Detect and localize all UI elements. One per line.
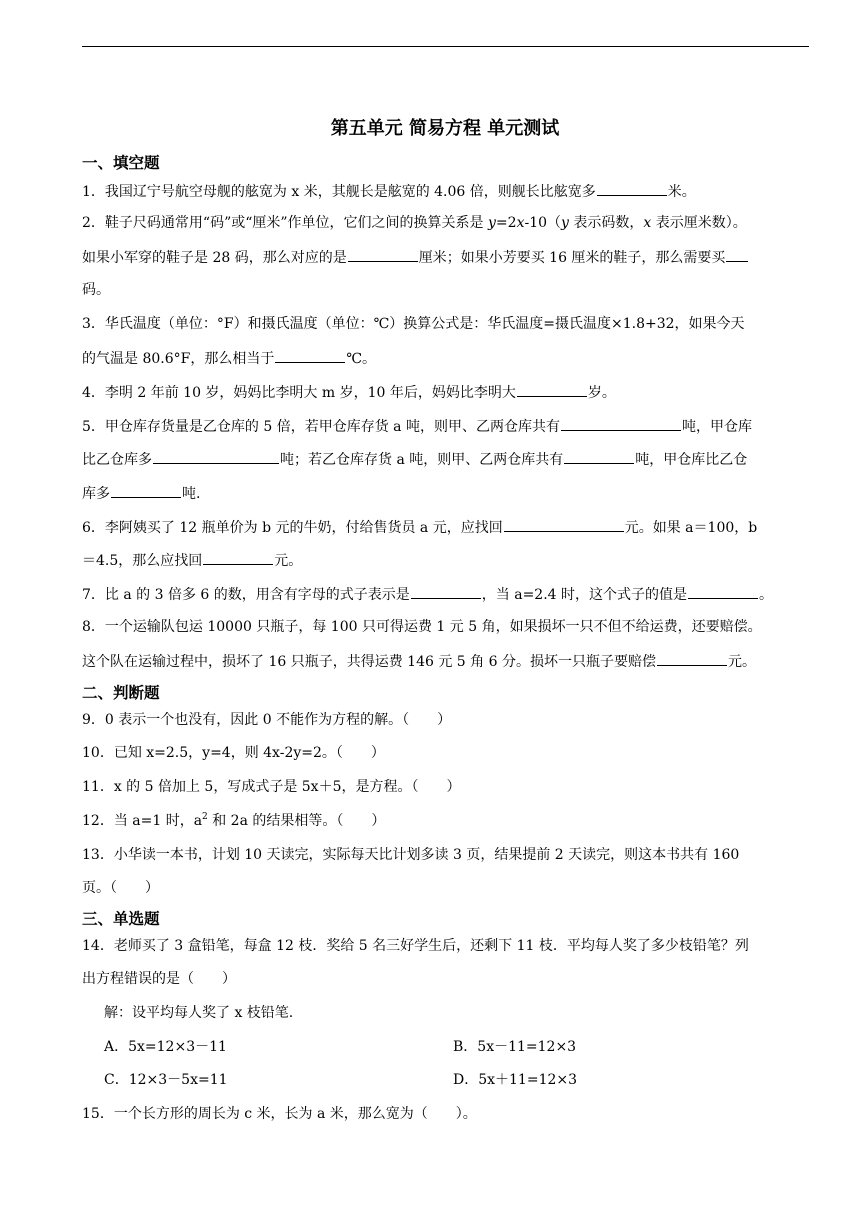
question-9: 9．0 表示一个也没有，因此 0 不能作为方程的解。（ ） xyxy=(82,712,452,728)
option-b[interactable]: B．5x－11=12×3 xyxy=(453,1039,577,1055)
question-1: 1．我国辽宁号航空母舰的舷宽为 x 米，其舰长是舷宽的 4.06 倍，则舰长比舷宽多 米。 xyxy=(82,180,822,202)
option-d[interactable]: D．5x＋11=12×3 xyxy=(453,1072,578,1088)
answer-blank[interactable] xyxy=(688,583,758,599)
question-6-line-2: ＝4.5，那么应找回 元。 xyxy=(82,549,822,571)
question-2-line-2: 如果小军穿的鞋子是 28 码，那么对应的是 厘米；如果小芳要买 16 厘米的鞋子，那么需要买 xyxy=(82,246,822,268)
question-5-line-1: 5．甲仓库存货量是乙仓库的 5 倍，若甲仓库存货 a 吨，则甲、乙两仓库共有 吨，甲仓库 xyxy=(82,415,822,437)
answer-blank[interactable] xyxy=(504,516,624,532)
question-15: 15．一个长方形的周长为 c 米，长为 a 米，那么宽为（ ）。 xyxy=(82,1106,477,1122)
answer-blank[interactable] xyxy=(517,381,587,397)
question-8-line-2: 这个队在运输过程中，损坏了 16 只瓶子，共得运费 146 元 5 角 6 分。损坏一只瓶子要赔偿 元。 xyxy=(82,650,822,672)
question-3-line-1: 3．华氏温度（单位：°F）和摄氏温度（单位：℃）换算公式是：华氏温度=摄氏温度×1.8+32，如果今天 xyxy=(82,316,745,332)
option-c[interactable]: C．12×3－5x=11 xyxy=(104,1072,228,1088)
answer-blank[interactable] xyxy=(597,180,667,196)
question-7: 7．比 a 的 3 倍多 6 的数，用含有字母的式子表示是 ，当 a=2.4 时，这个式子的值是 。 xyxy=(82,583,822,605)
answer-blank[interactable] xyxy=(348,246,418,262)
question-2-line-1: 2．鞋子尺码通常用“码”或“厘米”作单位，它们之间的换算关系是 y=2x-10（y 表示码数，x 表示厘米数）。 xyxy=(82,215,747,231)
page-title: 第五单元 简易方程 单元测试 xyxy=(330,118,560,139)
question-12: 12．当 a=1 时，$a^2$ 和 2a 的结果相等。（ ） xyxy=(82,812,386,829)
question-13-line-2: 页。（ ） xyxy=(82,880,159,896)
section-heading-single-choice: 三、单选题 xyxy=(82,910,160,928)
section-heading-fill-in: 一、填空题 xyxy=(82,154,160,172)
question-5-line-3: 库多 吨. xyxy=(82,482,822,504)
answer-blank[interactable] xyxy=(153,448,279,464)
answer-blank[interactable] xyxy=(657,650,727,666)
question-8-line-1: 8．一个运输队包运 10000 只瓶子，每 100 只可得运费 1 元 5 角，如果损坏一只不但不给运费，还要赔偿。 xyxy=(82,619,762,635)
answer-blank[interactable] xyxy=(111,482,181,498)
question-14-line-1: 14．老师买了 3 盒铅笔，每盒 12 枝．奖给 5 名三好学生后，还剩下 11 枝．平均每人奖了多少枝铅笔？列 xyxy=(82,938,749,954)
answer-blank[interactable] xyxy=(726,246,748,262)
section-heading-true-false: 二、判断题 xyxy=(82,684,160,702)
question-13-line-1: 13．小华读一本书，计划 10 天读完，实际每天比计划多读 3 页，结果提前 2 天读完，则这本书共有 160 xyxy=(82,847,740,863)
question-5-line-2: 比乙仓库多 吨；若乙仓库存货 a 吨，则甲、乙两仓库共有 吨，甲仓库比乙仓 xyxy=(82,448,822,470)
question-10: 10．已知 x=2.5，y=4，则 4x-2y=2。（ ） xyxy=(82,745,385,761)
answer-blank[interactable] xyxy=(275,347,345,363)
header-rule xyxy=(82,46,809,47)
answer-blank[interactable] xyxy=(203,549,273,565)
question-4: 4．李明 2 年前 10 岁，妈妈比李明大 m 岁，10 年后，妈妈比李明大 岁。 xyxy=(82,381,822,403)
question-14-hint: 解：设平均每人奖了 x 枝铅笔. xyxy=(104,1005,294,1021)
question-3-line-2: 的气温是 80.6°F，那么相当于 ℃。 xyxy=(82,347,822,369)
question-11: 11．x 的 5 倍加上 5，写成式子是 5x＋5，是方程。（ ） xyxy=(82,779,461,795)
question-2-line-3: 码。 xyxy=(82,282,110,298)
answer-blank[interactable] xyxy=(561,415,681,431)
answer-blank[interactable] xyxy=(411,583,481,599)
answer-blank[interactable] xyxy=(564,448,634,464)
option-a[interactable]: A．5x=12×3－11 xyxy=(104,1039,227,1055)
question-14-line-2: 出方程错误的是（ ） xyxy=(82,971,236,987)
question-6-line-1: 6．李阿姨买了 12 瓶单价为 b 元的牛奶，付给售货员 a 元，应找回 元。如果 a＝100，b xyxy=(82,516,822,538)
